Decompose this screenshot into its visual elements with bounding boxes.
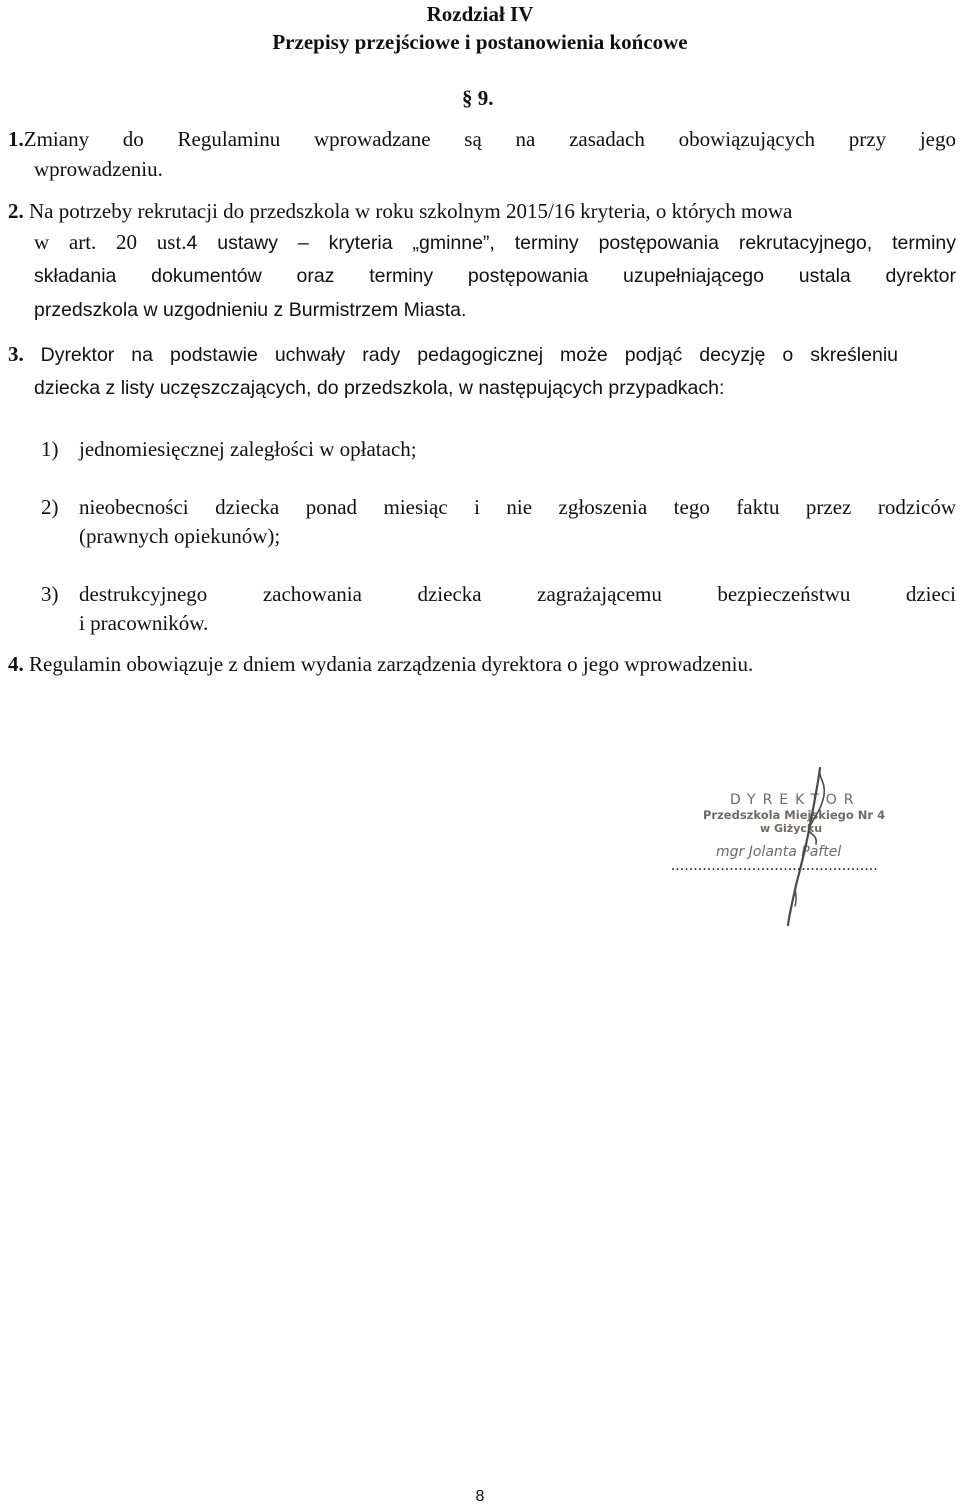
signature-line: .............................................. — [671, 857, 878, 874]
chapter-subtitle: Przepisy przejściowe i postanowienia końcowe — [272, 30, 688, 54]
paragraph-3-number: 3. — [8, 342, 24, 366]
paragraph-2-line-2: w art. 20 ust.4 ustawy – kryteria „gminne”, terminy postępowania rekrutacyjnego, terminy — [34, 230, 956, 254]
list-item-2-text-line-2: (prawnych opiekunów); — [79, 524, 281, 548]
paragraph-2-line-3: składania dokumentów oraz terminy postępowania uzupełniającego ustala dyrektor — [34, 265, 956, 287]
paragraph-2-line-1: 2. Na potrzeby rekrutacji do przedszkola w roku szkolnym 2015/16 kryteria, o których mowa — [8, 199, 793, 223]
stamp-city: w Giżycku — [760, 822, 823, 835]
page-number: 8 — [475, 1488, 485, 1505]
paragraph-3-line-1: 3. Dyrektor na podstawie uchwały rady pedagogicznej może podjąć decyzję o skreśleniu — [8, 342, 899, 366]
paragraph-2-number: 2. — [8, 199, 24, 223]
list-item-1-text: jednomiesięcznej zaległości w opłatach; — [79, 437, 417, 461]
list-item-2-number: 2) — [41, 495, 59, 519]
paragraph-3-line-2: dziecka z listy uczęszczających, do przedszkola, w następujących przypadkach: — [34, 377, 725, 399]
paragraph-4: 4. Regulamin obowiązuje z dniem wydania zarządzenia dyrektora o jego wprowadzeniu. — [8, 652, 754, 676]
paragraph-2-line-4: przedszkola w uzgodnieniu z Burmistrzem Miasta. — [34, 299, 467, 321]
list-item-3-text-line-1: destrukcyjnego zachowania dziecka zagrażającemu bezpieczeństwu dzieci — [79, 582, 956, 606]
handwritten-signature — [700, 760, 900, 940]
section-number: § 9. — [462, 86, 494, 110]
stamp-institution: Przedszkola Miejskiego Nr 4 — [703, 808, 886, 822]
list-item-2-text-line-1: nieobecności dziecka ponad miesiąc i nie zgłoszenia tego faktu przez rodziców — [79, 495, 956, 519]
director-stamp — [700, 760, 900, 940]
paragraph-4-number: 4. — [8, 652, 24, 676]
stamp-title: DYREKTOR — [730, 792, 861, 808]
paragraph-1-line-2: wprowadzeniu. — [34, 157, 163, 181]
list-item-1-number: 1) — [41, 437, 59, 461]
paragraph-1-number: 1. — [8, 127, 24, 151]
chapter-title: Rozdział IV — [426, 2, 534, 26]
paragraph-1-line-1: 1.Zmiany do Regulaminu wprowadzane są na zasadach obowiązujących przy jego — [8, 127, 956, 151]
list-item-3-text-line-2: i pracowników. — [79, 611, 209, 635]
stamp-name: mgr Jolanta Paftel — [716, 844, 842, 860]
list-item-3-number: 3) — [41, 582, 59, 606]
